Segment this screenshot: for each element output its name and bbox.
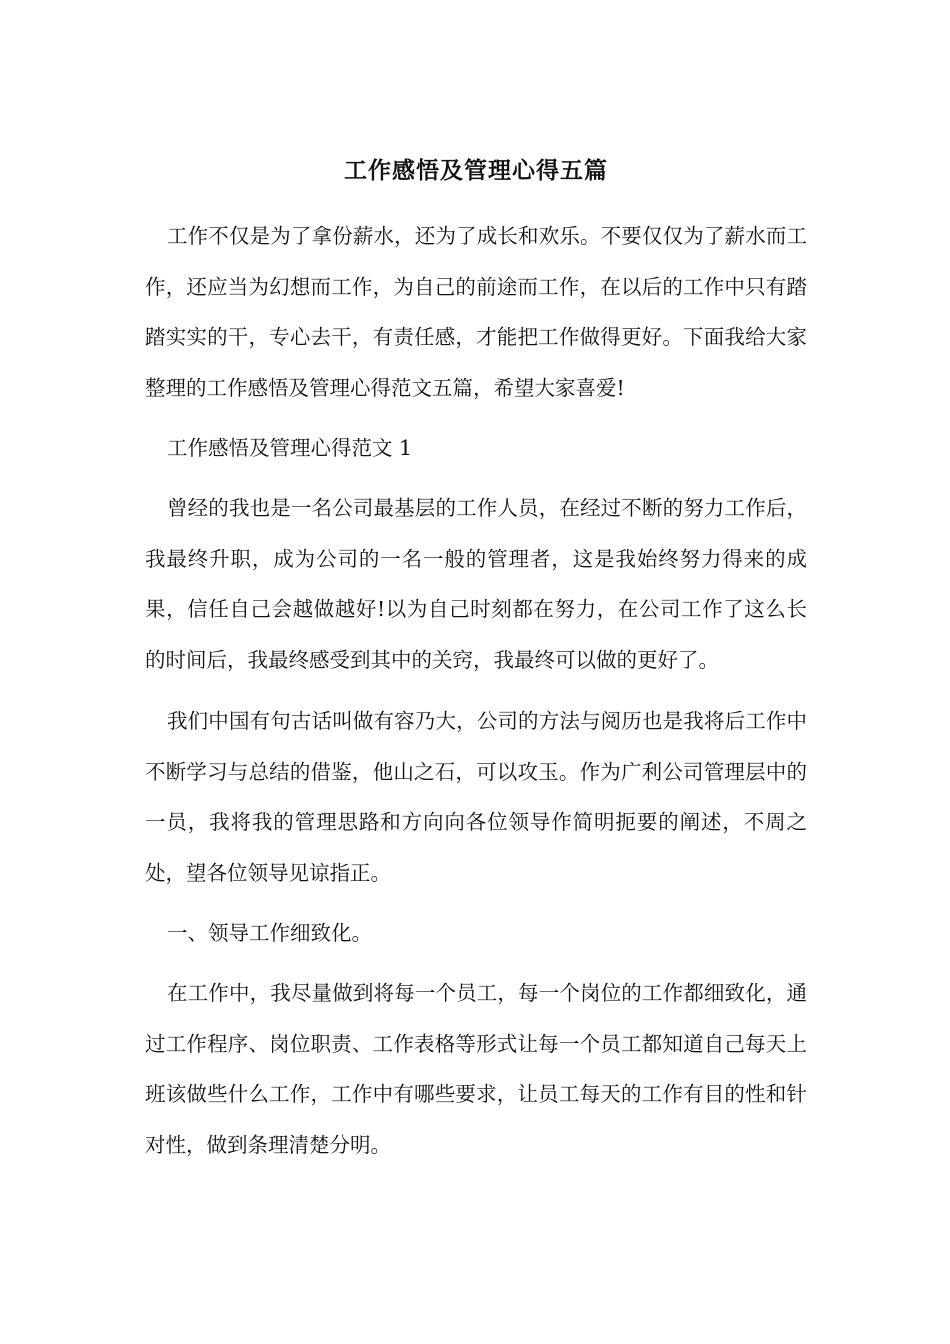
body-paragraph: 曾经的我也是一名公司最基层的工作人员，在经过不断的努力工作后，我最终升职，成为公司的一名一般的管理者，这是我始终努力得来的成果，信任自己会越做越好!以为自己时刻都在努力，在公司工作了这么长的时间后，我最终感受到其中的关窍，我最终可以做的更好了。 bbox=[145, 496, 807, 672]
intro-paragraph: 工作不仅是为了拿份薪水，还为了成长和欢乐。不要仅仅为了薪水而工作，还应当为幻想而工作，为自己的前途而工作，在以后的工作中只有踏踏实实的干，专心去干，有责任感，才能把工作做得更好。下面我给大家整理的工作感悟及管理心得范文五篇，希望大家喜爱! bbox=[145, 224, 807, 400]
section-heading-sample-1: 工作感悟及管理心得范文 1 bbox=[167, 436, 413, 460]
subsection-heading-1: 一、领导工作细致化。 bbox=[167, 921, 372, 945]
body-paragraph: 在工作中，我尽量做到将每一个员工，每一个岗位的工作都细致化，通过工作程序、岗位职责、工作表格等形式让每一个员工都知道自己每天上班该做些什么工作，工作中有哪些要求，让员工每天的工作有目的性和针对性，做到条理清楚分明。 bbox=[145, 981, 807, 1157]
body-paragraph: 我们中国有句古话叫做有容乃大，公司的方法与阅历也是我将后工作中不断学习与总结的借鉴，他山之石，可以攻玉。作为广利公司管理层中的一员，我将我的管理思路和方向向各位领导作简明扼要的阐述，不周之处，望各位领导见谅指正。 bbox=[145, 709, 807, 885]
document-page bbox=[145, 150, 807, 1181]
document-title: 工作感悟及管理心得五篇 bbox=[344, 157, 608, 184]
